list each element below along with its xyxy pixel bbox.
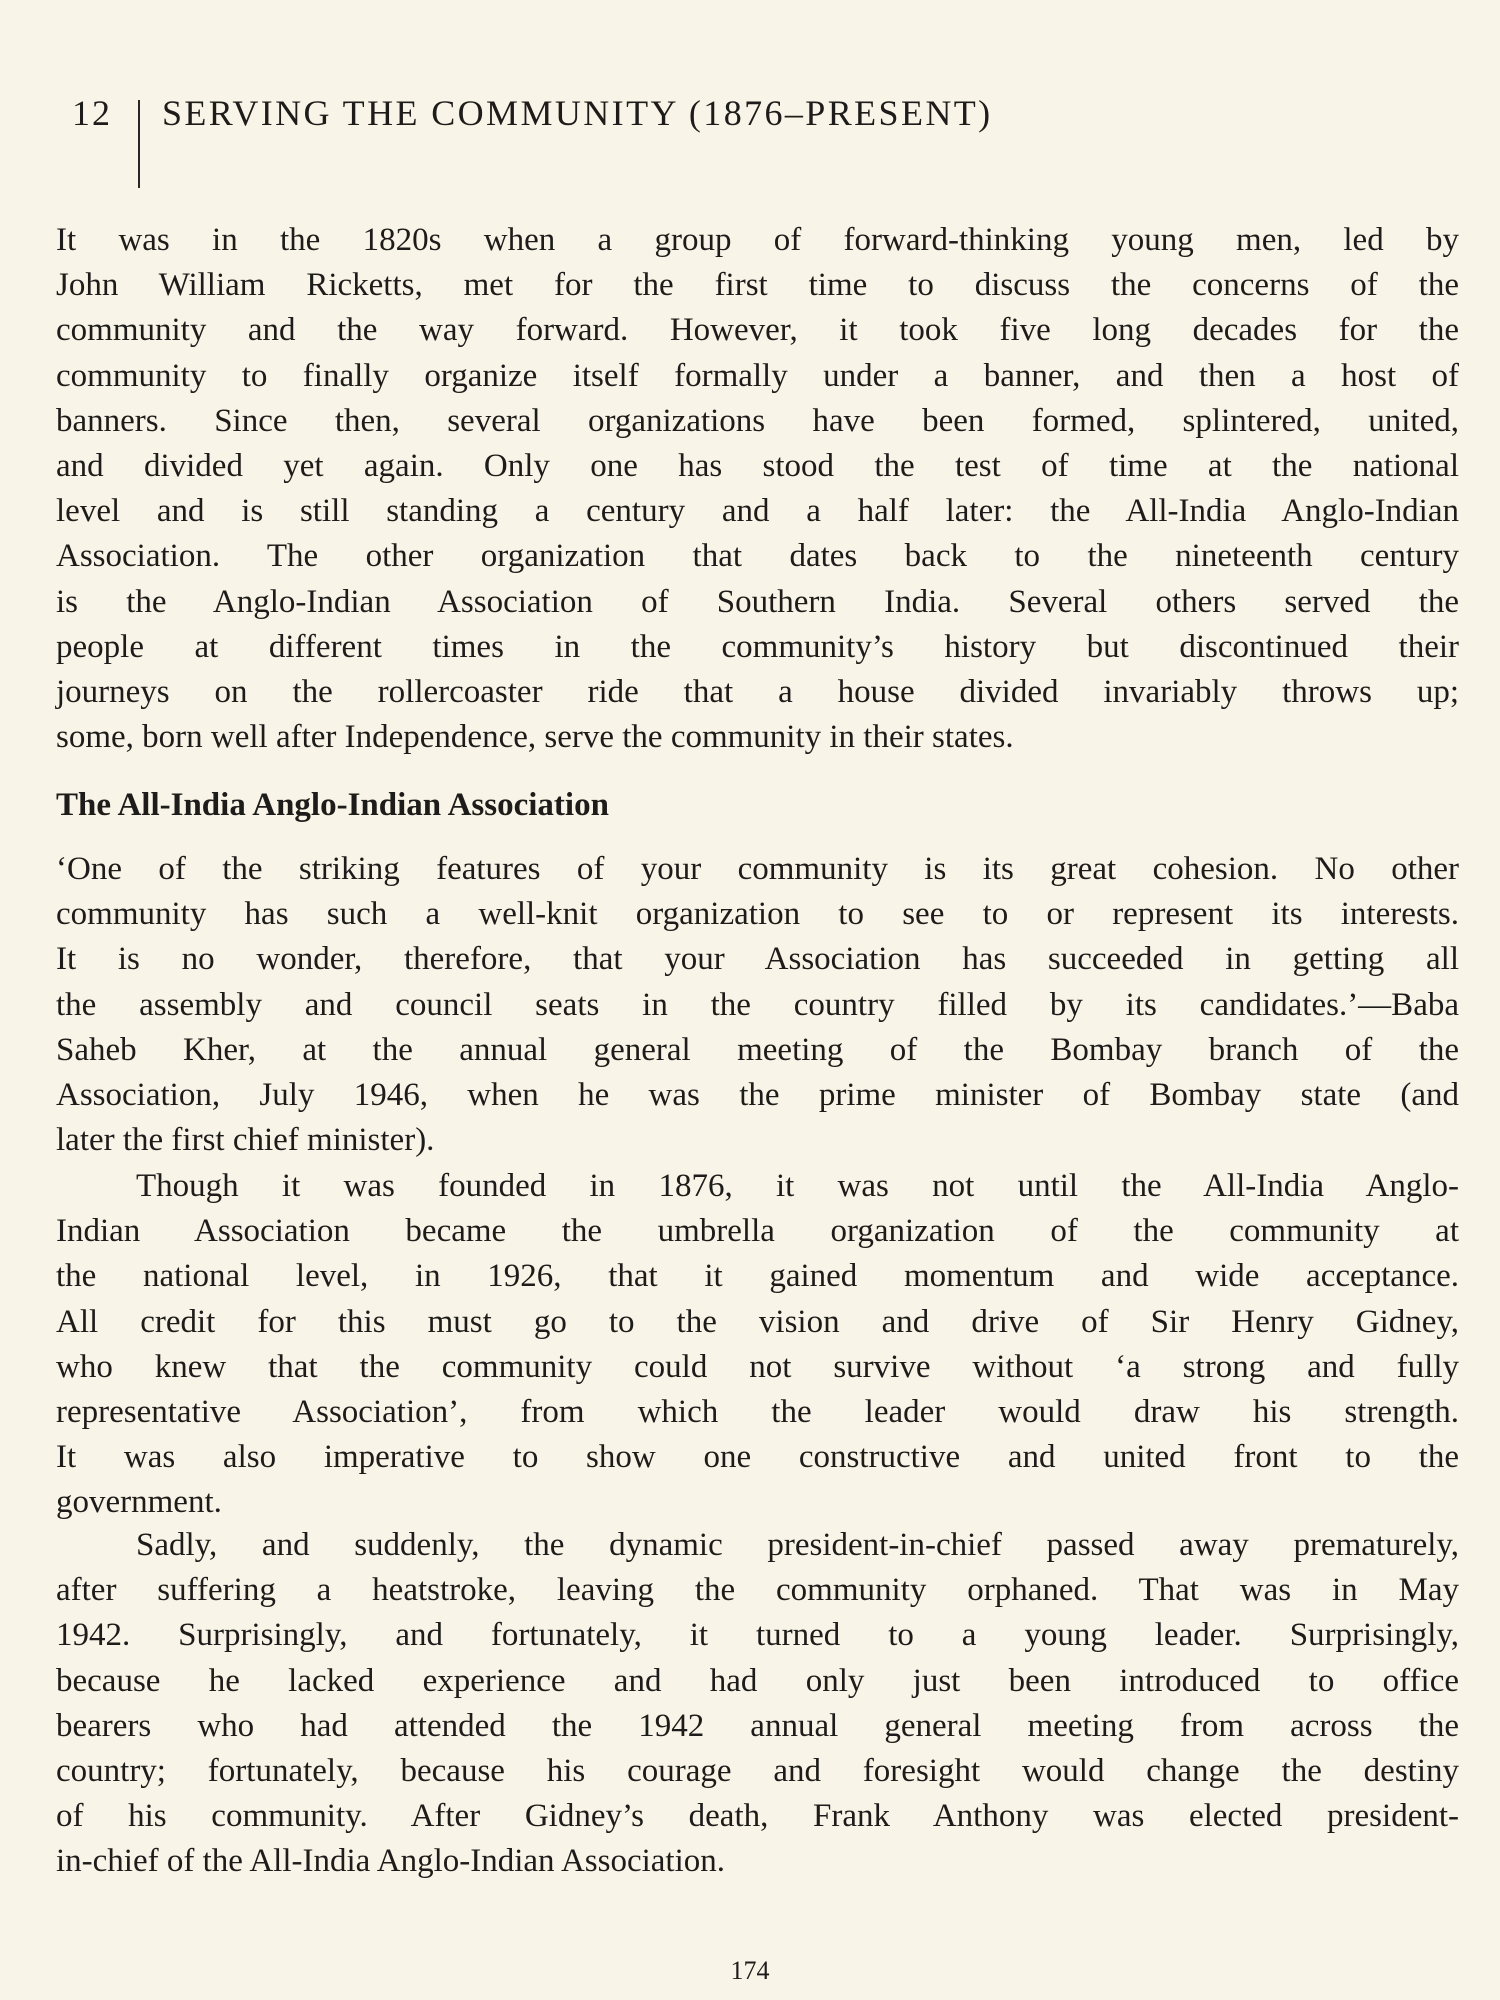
paragraph-intro [56,218,1459,760]
text-line: of his community. After Gidney’s death, Frank Anthony was elected president- [56,1798,1459,1835]
text-line: in-chief of the All-India Anglo-Indian Association. [56,1843,726,1880]
text-line: Association. The other organization that dates back to the nineteenth century [56,538,1459,575]
text-line: Saheb Kher, at the annual general meeting of the Bombay branch of the [56,1031,1459,1068]
text-line: is the Anglo-Indian Association of Southern India. Several others served the [56,583,1459,620]
text-line: community and the way forward. However, it took five long decades for the [56,312,1459,349]
text-line: banners. Since then, several organizations have been formed, splintered, united, [56,402,1459,439]
text-line: representative Association’, from which the leader would draw his strength. [56,1393,1459,1430]
paragraph-succession [56,1523,1459,1885]
text-line: some, born well after Independence, serve the community in their states. [56,719,1014,756]
text-line: who knew that the community could not survive without ‘a strong and fully [56,1348,1459,1385]
text-line: 1942. Surprisingly, and fortunately, it turned to a young leader. Surprisingly, [56,1617,1459,1654]
chapter-number: 12 [72,93,112,133]
text-line: Association, July 1946, when he was the prime minister of Bombay state (and [56,1076,1459,1113]
text-line: government. [56,1484,222,1521]
page-number: 174 [730,1956,770,1985]
text-line: All credit for this must go to the vision and drive of Sir Henry Gidney, [56,1303,1459,1340]
paragraph-founding [56,1164,1459,1526]
text-line: It was also imperative to show one constructive and united front to the [56,1439,1459,1476]
text-line: and divided yet again. Only one has stood the test of time at the national [56,447,1459,484]
text-line: after suffering a heatstroke, leaving the community orphaned. That was in May [56,1572,1459,1609]
text-line: It was in the 1820s when a group of forward-thinking young men, led by [56,222,1459,258]
text-line: country; fortunately, because his courage and foresight would change the destiny [56,1752,1459,1789]
text-line: because he lacked experience and had only just been introduced to office [56,1662,1459,1699]
text-line: community has such a well-knit organization to see to or represent its interests. [56,896,1459,933]
text-line: Indian Association became the umbrella organization of the community at [56,1213,1459,1250]
text-line: journeys on the rollercoaster ride that a house divided invariably throws up; [56,673,1459,710]
text-line: bearers who had attended the 1942 annual general meeting from across the [56,1707,1459,1744]
text-line: It is no wonder, therefore, that your Association has succeeded in getting all [56,941,1459,978]
text-line: later the first chief minister). [56,1122,435,1159]
text-line: level and is still standing a century and a half later: the All-India Anglo-Indian [56,493,1459,530]
section-heading: The All-India Anglo-Indian Association [56,787,609,823]
text-line: the assembly and council seats in the country filled by its candidates.’—Baba [56,986,1459,1023]
text-line: Though it was founded in 1876, it was not until the All-India Anglo- [136,1168,1459,1204]
chapter-title: SERVING THE COMMUNITY (1876–PRESENT) [162,93,993,133]
text-line: people at different times in the community’s history but discontinued their [56,628,1459,665]
text-line: ‘One of the striking features of your community is its great cohesion. No other [56,851,1459,887]
text-line: community to finally organize itself formally under a banner, and then a host of [56,357,1459,394]
text-line: Sadly, and suddenly, the dynamic president-in-chief passed away prematurely, [136,1527,1459,1563]
paragraph-quote [56,847,1459,1163]
text-line: John William Ricketts, met for the first time to discuss the concerns of the [56,267,1459,304]
header-divider [138,100,140,188]
text-line: the national level, in 1926, that it gained momentum and wide acceptance. [56,1258,1459,1295]
